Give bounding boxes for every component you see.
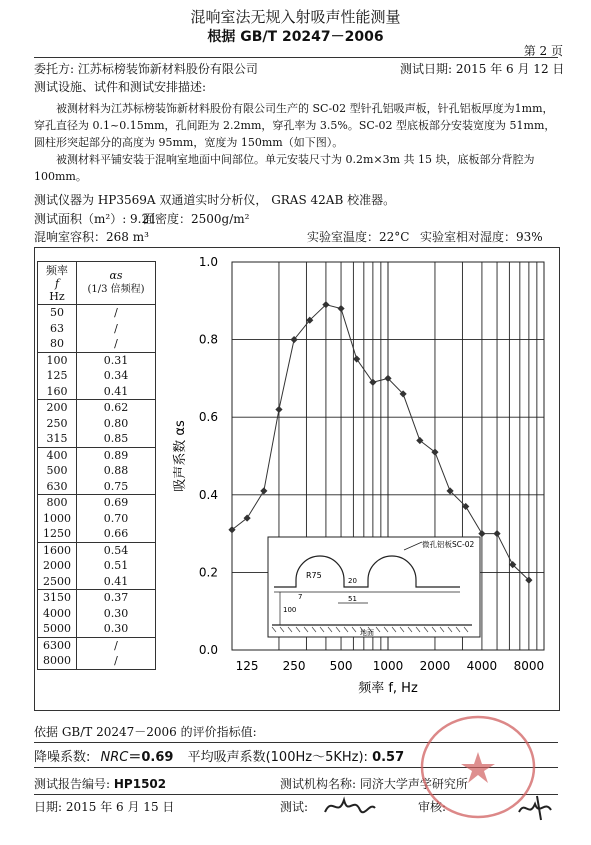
table-row	[38, 606, 155, 622]
y-tick-labels	[199, 255, 218, 657]
instrument-line: 测试仪器为 HP3569A 双通道实时分析仪， GRAS 42AB 校准器。	[34, 193, 396, 207]
standard-reference: 根据 GB/T 20247－2006	[207, 29, 384, 45]
data-point-marker	[337, 305, 344, 312]
freq-cell: 250	[38, 416, 77, 432]
table-row	[38, 621, 155, 637]
avg-label: 平均吸声系数(100Hz～5KHz):	[187, 750, 368, 765]
table-row	[38, 637, 155, 653]
x-tick-labels	[236, 659, 544, 673]
client-name: 江苏标榜装饰新材料股份有限公司	[77, 62, 258, 76]
x-axis-label: 频率 f, Hz	[358, 681, 418, 696]
header-rule	[34, 57, 558, 58]
report-label: 测试报告编号:	[34, 777, 111, 791]
page-number: 第 2 页	[523, 44, 563, 58]
freq-cell: 2000	[38, 558, 77, 574]
alpha-cell: /	[114, 654, 118, 668]
description-para-2: 被测材料平铺安装于混响室地面中间部位。单元安装尺寸为 0.2m×3m 共 15 块，底板部分背腔为 100mm。	[34, 153, 535, 183]
table-row	[38, 431, 155, 447]
alpha-cell: /	[77, 637, 156, 653]
y-axis-label: 吸声系数 αs	[173, 420, 188, 492]
freq-cell: 630	[38, 479, 77, 495]
y-tick-label: 0.2	[198, 565, 218, 580]
client-line	[34, 61, 258, 77]
table-row	[38, 558, 155, 574]
alpha-cell: 0.37	[77, 590, 156, 606]
alpha-cell: 0.88	[103, 464, 129, 478]
x-tick-label: 8000	[513, 659, 545, 673]
freq-cell: 8000	[38, 653, 77, 669]
nrc-symbol: NRC	[100, 750, 129, 765]
data-point-marker	[478, 530, 485, 537]
test-date-label: 测试日期:	[400, 62, 453, 76]
table-row	[38, 321, 155, 337]
freq-cell: 3150	[38, 590, 77, 606]
data-point-marker	[260, 487, 267, 494]
freq-header-symbol: f	[54, 276, 60, 290]
organization-name: 同济大学声学研究所	[359, 777, 468, 791]
report-number-line	[34, 776, 166, 792]
alpha-cell: /	[114, 337, 118, 351]
table-row	[38, 590, 155, 606]
table-row	[38, 479, 155, 495]
alpha-header-symbol: αs	[109, 269, 123, 282]
alpha-cell: 0.75	[103, 479, 129, 493]
tester-label: 测试:	[280, 800, 309, 814]
table-row	[38, 463, 155, 479]
alpha-header-note: (1/3 倍频程)	[87, 284, 145, 295]
table-row	[38, 384, 155, 400]
table-row	[38, 416, 155, 432]
absorption-table	[37, 261, 156, 670]
table-row	[38, 368, 155, 384]
freq-cell: 1250	[38, 526, 77, 542]
inset-dim-20: 20	[348, 577, 357, 585]
alpha-cell: 0.51	[103, 559, 129, 573]
data-point-marker	[493, 530, 500, 537]
x-tick-label: 125	[235, 659, 259, 673]
room-volume: 混响室容积：268 m³	[34, 230, 149, 244]
freq-cell: 50	[38, 305, 77, 321]
report-date: 2015 年 6 月 15 日	[65, 800, 175, 814]
y-tick-label: 1.0	[198, 255, 218, 269]
freq-cell: 800	[38, 495, 77, 511]
table-row	[38, 305, 155, 321]
report-number: HP1502	[113, 777, 167, 791]
alpha-cell: 0.30	[103, 622, 129, 636]
description-para-1: 被测材料为江苏标榜装饰新材料股份有限公司生产的 SC-02 型针孔铝吸声板，针孔铝板厚度为1mm，穿孔直径为 0.1~0.15mm，孔间距为 2.2mm，穿孔率为 3.5%。SC-02 型底板部分安装宽度为 51mm，圆柱形突起部分的高度为 95mm，宽度为 150mm（如下图）。	[34, 102, 556, 149]
table-row	[38, 653, 155, 669]
freq-cell: 4000	[38, 606, 77, 622]
alpha-cell: 0.41	[103, 574, 129, 588]
alpha-cell: 0.30	[103, 606, 129, 620]
freq-cell: 2500	[38, 574, 77, 590]
evaluation-title: 依据 GB/T 20247－2006 的评价指标值:	[34, 725, 257, 739]
freq-cell: 400	[38, 447, 77, 463]
alpha-cell: 0.66	[103, 527, 129, 541]
avg-value: 0.57	[372, 750, 405, 765]
x-tick-label: 250	[282, 659, 306, 673]
freq-cell: 125	[38, 368, 77, 384]
y-tick-label: 0.4	[198, 487, 218, 502]
reviewer-label: 审核:	[418, 800, 447, 814]
table-row	[38, 352, 155, 368]
table-row	[38, 542, 155, 558]
organization-label: 测试机构名称:	[280, 777, 357, 791]
x-tick-label: 500	[329, 659, 353, 673]
y-tick-label: 0.6	[198, 410, 218, 425]
report-date-line	[34, 799, 174, 815]
official-stamp	[418, 712, 538, 822]
table-row	[38, 574, 155, 590]
cross-section-inset	[268, 537, 480, 637]
table-row	[38, 511, 155, 527]
freq-cell: 200	[38, 400, 77, 416]
freq-header	[38, 262, 77, 304]
data-point-marker	[369, 379, 376, 386]
alpha-cell: 0.62	[77, 400, 156, 416]
freq-cell: 160	[38, 384, 77, 400]
alpha-cell: 0.54	[77, 542, 156, 558]
alpha-cell: 0.80	[103, 416, 129, 430]
y-tick-label: 0.0	[198, 643, 218, 657]
y-tick-label: 0.8	[198, 332, 218, 347]
room-humidity: 实验室相对湿度：93%	[420, 230, 543, 244]
data-point-marker	[275, 406, 282, 413]
x-tick-label: 2000	[419, 659, 451, 673]
report-title: 混响室法无规入射吸声性能测量	[190, 8, 401, 26]
table-row	[38, 400, 155, 416]
evaluation-values	[34, 746, 404, 765]
inset-product-label: 微孔铝板SC-02	[422, 540, 475, 549]
freq-header-unit: Hz	[49, 289, 65, 303]
alpha-cell: 0.31	[77, 352, 156, 368]
alpha-cell: 0.34	[103, 369, 129, 383]
table-row	[38, 526, 155, 542]
freq-cell: 1000	[38, 511, 77, 527]
room-temperature: 实验室温度：22°C	[307, 230, 410, 244]
alpha-cell: /	[77, 305, 156, 321]
nrc-label: 降噪系数:	[34, 750, 91, 765]
alpha-cell: 0.85	[103, 432, 129, 446]
nrc-value: ＝0.69	[128, 750, 174, 765]
absorption-chart	[160, 250, 555, 705]
report-date-label: 日期:	[34, 800, 63, 814]
tester-signature	[320, 790, 380, 822]
table-row	[38, 447, 155, 463]
table-row	[38, 336, 155, 352]
test-date-value: 2015 年 6 月 12 日	[455, 62, 565, 76]
freq-cell: 63	[38, 321, 77, 337]
freq-cell: 1600	[38, 542, 77, 558]
absorption-table-body	[38, 304, 155, 669]
x-tick-label: 1000	[372, 659, 404, 673]
inset-floor-label: 地面	[360, 629, 374, 637]
section-title: 测试设施、试件和测试安排描述:	[34, 80, 207, 94]
alpha-cell: 0.89	[77, 447, 156, 463]
x-tick-label: 4000	[466, 659, 498, 673]
alpha-cell: 0.69	[77, 495, 156, 511]
freq-cell: 315	[38, 431, 77, 447]
alpha-cell: 0.41	[103, 384, 129, 398]
freq-cell: 100	[38, 352, 77, 368]
freq-cell: 500	[38, 463, 77, 479]
test-date-line	[400, 61, 564, 77]
test-area: 测试面积（m²）: 9.21	[34, 212, 157, 226]
inset-dim-100: 100	[283, 606, 297, 614]
table-row	[38, 495, 155, 511]
inset-dim-7: 7	[298, 593, 303, 601]
alpha-cell: /	[114, 321, 118, 335]
client-label: 委托方:	[34, 62, 75, 76]
freq-cell: 6300	[38, 637, 77, 653]
inset-dim-51: 51	[348, 595, 357, 603]
alpha-cell: 0.70	[103, 511, 129, 525]
inset-radius-label: R75	[306, 571, 322, 580]
freq-cell: 80	[38, 336, 77, 352]
freq-header-title: 频率	[46, 263, 68, 277]
surface-density: 面密度：2500g/m²	[143, 212, 250, 226]
alpha-header	[77, 262, 156, 304]
data-point-marker	[353, 355, 360, 362]
freq-cell: 5000	[38, 621, 77, 637]
